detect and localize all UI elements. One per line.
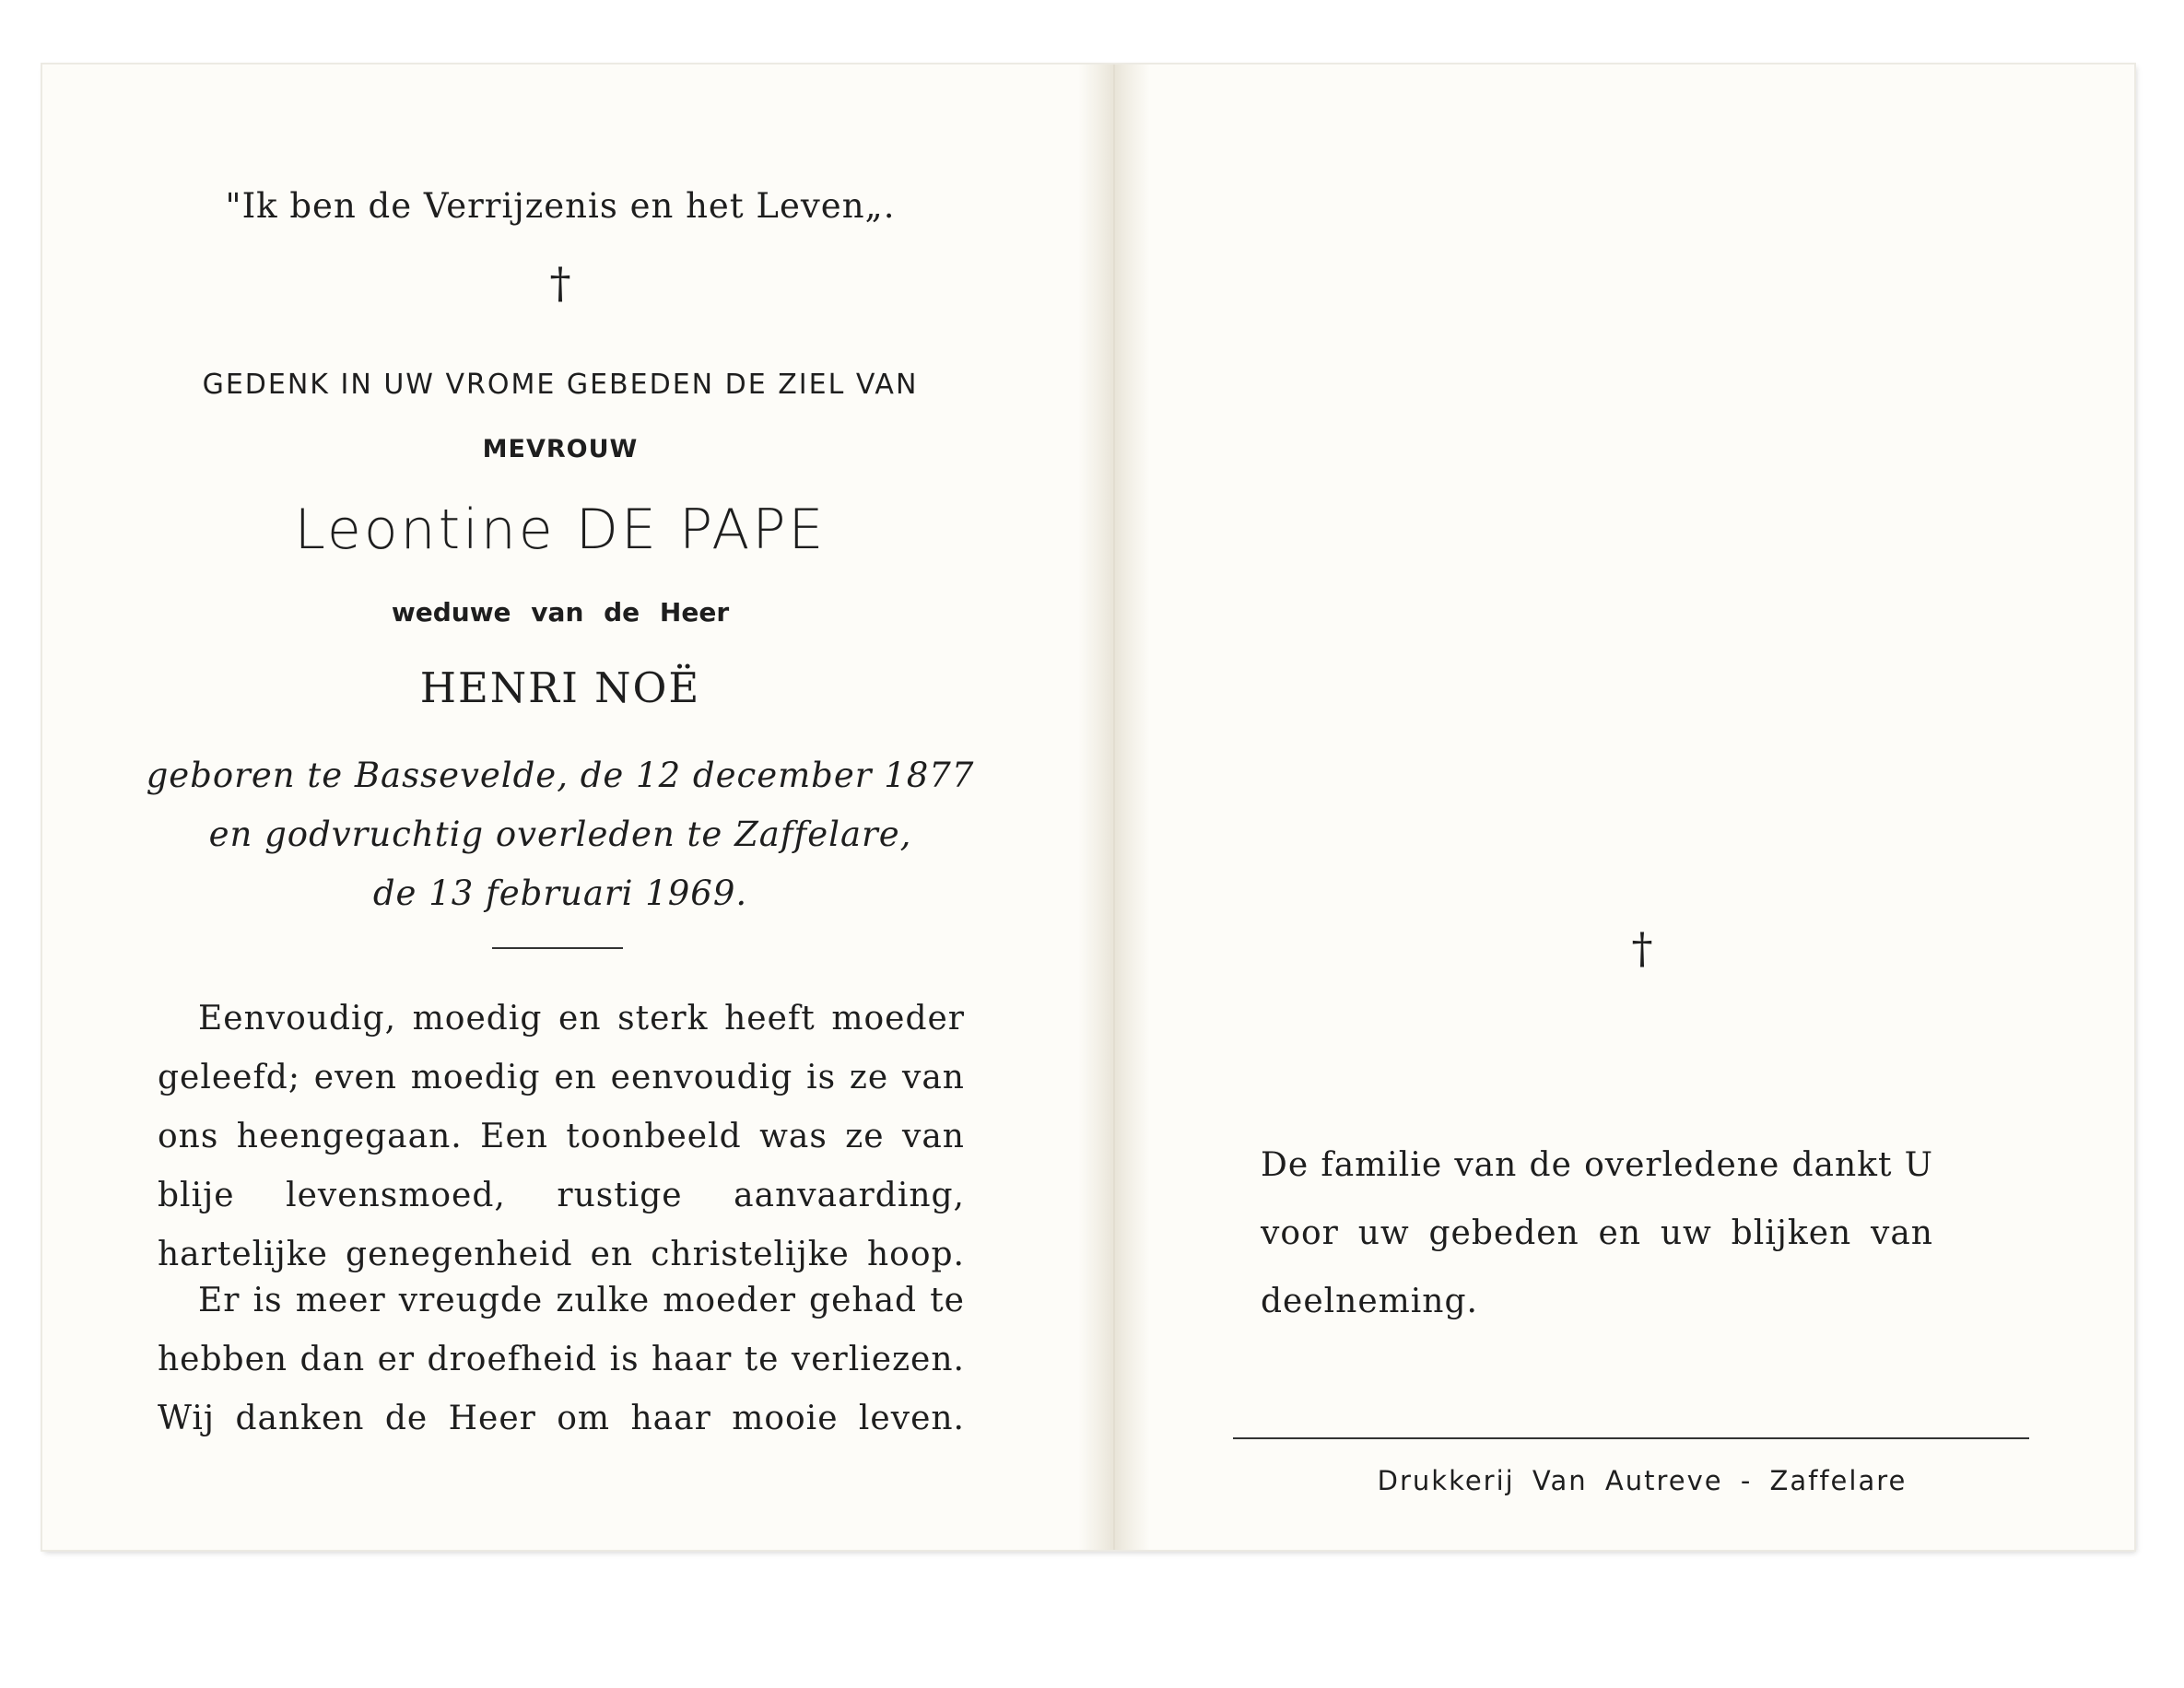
husband-name: HENRI NOË <box>419 663 701 712</box>
relation-line: weduwe van de Heer <box>391 597 730 627</box>
left-panel <box>42 64 1078 1550</box>
printer-credit: Drukkerij Van Autreve - Zaffelare <box>1377 1465 1908 1496</box>
divider <box>1233 1437 2029 1439</box>
paragraph-2-text: Er is meer vreugde zulke moeder gehad te hebben dan er droefheid is haar te verliezen. Wij danken de Heer om haar mooie leven. <box>158 1282 965 1437</box>
death-line: en godvruchtig overleden te Zaffelare, <box>208 815 912 854</box>
birth-line: geboren te Bassevelde, de 12 december 1877 <box>146 756 975 795</box>
divider <box>492 947 623 949</box>
title-mevrouw: MEVROUW <box>482 435 639 463</box>
death-date-line: de 13 februari 1969. <box>372 873 748 913</box>
intro-line: GEDENK IN UW VROME GEBEDEN DE ZIEL VAN <box>202 369 919 401</box>
paragraph-2 <box>158 1272 965 1448</box>
dates-block <box>42 746 1078 923</box>
thanks-text: De familie van de overledene dankt U voor uw gebeden en uw blijken van deelneming. <box>1261 1146 1933 1320</box>
cross-icon: † <box>549 258 571 308</box>
right-panel <box>1150 64 2134 1550</box>
paragraph-1-text: Eenvoudig, moedig en sterk heeft moeder geleefd; even moedig en eenvoudig is ze van ons heengegaan. Een toonbeeld was ze van blije levensmoed, rustige aanvaarding, hartelijke genegenheid en christelijke hoop. <box>158 1000 965 1273</box>
deceased-name: Leontine DE PAPE <box>294 498 827 562</box>
card-fold <box>1078 64 1150 1550</box>
motto: "Ik ben de Verrijzenis en het Leven„. <box>225 186 896 226</box>
paragraph-1 <box>158 990 965 1284</box>
memorial-card <box>42 64 2134 1550</box>
cross-icon: † <box>1631 923 1653 973</box>
